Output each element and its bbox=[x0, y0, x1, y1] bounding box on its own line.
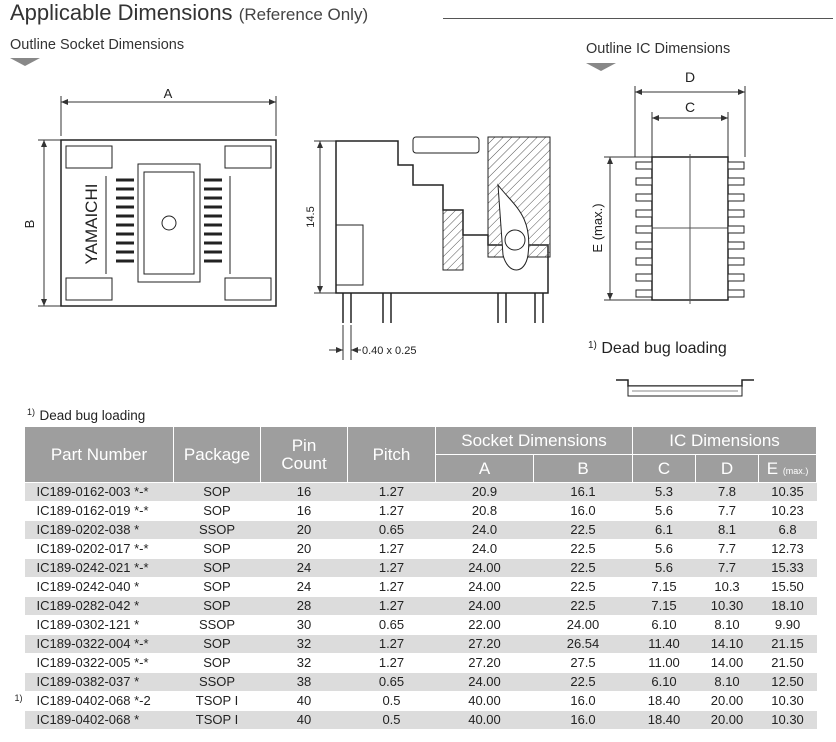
cell-socket-b: 16.0 bbox=[534, 711, 633, 730]
cell-ic-d: 8.1 bbox=[696, 521, 759, 540]
cell-package: SOP bbox=[174, 483, 261, 502]
cell-pin-count: 32 bbox=[261, 635, 348, 654]
cell-part-number bbox=[25, 578, 174, 597]
table-note-label: Dead bug loading bbox=[39, 408, 146, 423]
cell-socket-b: 22.5 bbox=[534, 521, 633, 540]
dim-e-label: E (max.) bbox=[590, 203, 605, 253]
cell-pin-count: 32 bbox=[261, 654, 348, 673]
cell-pin-count: 40 bbox=[261, 692, 348, 711]
cell-socket-a: 24.0 bbox=[436, 521, 534, 540]
table-row bbox=[25, 711, 817, 730]
cell-ic-c: 18.40 bbox=[633, 711, 696, 730]
cell-ic-c: 5.6 bbox=[633, 502, 696, 521]
cell-part-number bbox=[25, 521, 174, 540]
part-number-text: IC189-0202-038 * bbox=[36, 522, 140, 537]
dead-bug-note-marker: 1) bbox=[588, 340, 597, 351]
cell-pin-count: 20 bbox=[261, 521, 348, 540]
cell-part-number bbox=[25, 711, 174, 730]
header-e-letter: E bbox=[766, 458, 779, 478]
cell-ic-c: 6.10 bbox=[633, 616, 696, 635]
cell-ic-e: 12.50 bbox=[759, 673, 817, 692]
cell-ic-d: 20.00 bbox=[696, 711, 759, 730]
cell-ic-d: 10.3 bbox=[696, 578, 759, 597]
part-number-text: IC189-0242-040 * bbox=[36, 579, 140, 594]
cell-package: SOP bbox=[174, 597, 261, 616]
cell-pitch: 1.27 bbox=[348, 578, 436, 597]
socket-section-label: Outline Socket Dimensions bbox=[10, 37, 185, 53]
cell-socket-b: 26.54 bbox=[534, 635, 633, 654]
header-b: B bbox=[534, 455, 633, 483]
header-e bbox=[759, 455, 817, 483]
cell-pin-count: 20 bbox=[261, 540, 348, 559]
cell-ic-d: 7.7 bbox=[696, 502, 759, 521]
ic-section-label: Outline IC Dimensions bbox=[586, 41, 731, 57]
part-number-text: IC189-0202-017 *-* bbox=[36, 541, 149, 556]
cell-pitch: 0.65 bbox=[348, 521, 436, 540]
cell-ic-d: 8.10 bbox=[696, 616, 759, 635]
cell-part-number bbox=[25, 597, 174, 616]
cell-pin-count: 24 bbox=[261, 559, 348, 578]
cell-package: TSOP I bbox=[174, 692, 261, 711]
socket-side-section-diagram bbox=[303, 125, 563, 365]
table-body bbox=[14, 483, 817, 730]
header-e-note: (max.) bbox=[782, 465, 809, 476]
part-number-text: IC189-0162-019 *-* bbox=[36, 503, 149, 518]
cell-ic-d: 14.10 bbox=[696, 635, 759, 654]
cell-socket-b: 24.00 bbox=[534, 616, 633, 635]
cell-ic-d: 7.7 bbox=[696, 540, 759, 559]
title-main: Applicable Dimensions bbox=[10, 0, 233, 25]
cell-part-number bbox=[14, 692, 174, 711]
cell-ic-c: 18.40 bbox=[633, 692, 696, 711]
cell-package: SOP bbox=[174, 654, 261, 673]
cell-pin-count: 30 bbox=[261, 616, 348, 635]
cell-pin-count: 16 bbox=[261, 483, 348, 502]
dead-bug-ic-diagram bbox=[612, 372, 758, 400]
part-number-text: IC189-0322-004 *-* bbox=[36, 636, 149, 651]
cell-package: SSOP bbox=[174, 521, 261, 540]
cell-ic-e: 10.23 bbox=[759, 502, 817, 521]
part-number-text: IC189-0242-021 *-* bbox=[36, 560, 149, 575]
title-divider bbox=[443, 18, 833, 19]
table-row bbox=[25, 635, 817, 654]
table-row bbox=[25, 578, 817, 597]
cell-part-number bbox=[25, 540, 174, 559]
cell-ic-e: 12.73 bbox=[759, 540, 817, 559]
dim-c-label: C bbox=[684, 99, 696, 115]
cell-ic-e: 9.90 bbox=[759, 616, 817, 635]
part-number-text: IC189-0282-042 * bbox=[36, 598, 140, 613]
dead-bug-label: Dead bug loading bbox=[601, 340, 727, 357]
ic-outline-diagram bbox=[590, 62, 760, 307]
table-row bbox=[25, 597, 817, 616]
cell-ic-c: 11.40 bbox=[633, 635, 696, 654]
cell-part-number bbox=[25, 559, 174, 578]
cell-pitch: 1.27 bbox=[348, 483, 436, 502]
cell-pitch: 1.27 bbox=[348, 502, 436, 521]
socket-top-view-diagram bbox=[18, 88, 293, 318]
cell-pin-count: 38 bbox=[261, 673, 348, 692]
cell-part-number bbox=[25, 673, 174, 692]
cell-ic-e: 10.35 bbox=[759, 483, 817, 502]
cell-pin-count: 28 bbox=[261, 597, 348, 616]
table-row bbox=[25, 521, 817, 540]
cell-ic-c: 7.15 bbox=[633, 578, 696, 597]
dim-d-label: D bbox=[684, 69, 696, 85]
cell-ic-d: 14.00 bbox=[696, 654, 759, 673]
table-row bbox=[25, 692, 817, 711]
cell-socket-a: 20.9 bbox=[436, 483, 534, 502]
cell-package: TSOP I bbox=[174, 711, 261, 730]
cell-socket-b: 27.5 bbox=[534, 654, 633, 673]
cell-ic-e: 6.8 bbox=[759, 521, 817, 540]
cell-socket-b: 16.0 bbox=[534, 502, 633, 521]
part-number-text: IC189-0302-121 * bbox=[36, 617, 140, 632]
table-row bbox=[25, 483, 817, 502]
cell-socket-b: 16.0 bbox=[534, 692, 633, 711]
cell-ic-e: 21.50 bbox=[759, 654, 817, 673]
cell-ic-c: 5.6 bbox=[633, 559, 696, 578]
cell-socket-b: 22.5 bbox=[534, 559, 633, 578]
part-number-text: IC189-0162-003 *-* bbox=[36, 484, 149, 499]
cell-pitch: 1.27 bbox=[348, 654, 436, 673]
cell-part-number bbox=[25, 483, 174, 502]
cell-pitch: 1.27 bbox=[348, 597, 436, 616]
header-part-number: Part Number bbox=[25, 427, 174, 483]
table-row bbox=[25, 502, 817, 521]
cell-pin-count: 16 bbox=[261, 502, 348, 521]
cell-socket-a: 24.00 bbox=[436, 559, 534, 578]
cell-socket-a: 24.00 bbox=[436, 597, 534, 616]
cell-part-number bbox=[25, 616, 174, 635]
cell-pitch: 0.5 bbox=[348, 692, 436, 711]
table-row bbox=[25, 654, 817, 673]
cell-package: SSOP bbox=[174, 673, 261, 692]
cell-socket-a: 20.8 bbox=[436, 502, 534, 521]
cell-socket-b: 16.1 bbox=[534, 483, 633, 502]
cell-socket-a: 24.00 bbox=[436, 673, 534, 692]
header-c: C bbox=[633, 455, 696, 483]
pin-dim-label: 0.40 x 0.25 bbox=[362, 345, 417, 357]
header-ic-dimensions: IC Dimensions bbox=[633, 427, 817, 455]
part-number-text: IC189-0382-037 * bbox=[36, 674, 140, 689]
part-number-text: IC189-0402-068 * bbox=[36, 712, 140, 727]
cell-ic-c: 5.6 bbox=[633, 540, 696, 559]
header-d: D bbox=[696, 455, 759, 483]
header-pitch: Pitch bbox=[348, 427, 436, 483]
table-note bbox=[27, 407, 145, 425]
cell-ic-c: 6.1 bbox=[633, 521, 696, 540]
cell-ic-d: 8.10 bbox=[696, 673, 759, 692]
cell-socket-a: 40.00 bbox=[436, 692, 534, 711]
cell-socket-a: 27.20 bbox=[436, 635, 534, 654]
cell-pitch: 0.65 bbox=[348, 616, 436, 635]
cell-socket-a: 22.00 bbox=[436, 616, 534, 635]
cell-pin-count: 40 bbox=[261, 711, 348, 730]
cell-ic-d: 7.8 bbox=[696, 483, 759, 502]
cell-socket-b: 22.5 bbox=[534, 597, 633, 616]
cell-package: SOP bbox=[174, 540, 261, 559]
page-title bbox=[10, 0, 368, 26]
cell-package: SOP bbox=[174, 635, 261, 654]
cell-pitch: 0.65 bbox=[348, 673, 436, 692]
header-pin-count: Pin Count bbox=[261, 427, 348, 483]
dim-height-label: 14.5 bbox=[305, 206, 317, 228]
dim-b-label: B bbox=[22, 219, 37, 229]
cell-package: SOP bbox=[174, 578, 261, 597]
cell-pitch: 0.5 bbox=[348, 711, 436, 730]
table-row bbox=[25, 673, 817, 692]
cell-pin-count: 24 bbox=[261, 578, 348, 597]
cell-package: SOP bbox=[174, 559, 261, 578]
cell-ic-e: 10.30 bbox=[759, 711, 817, 730]
cell-ic-e: 18.10 bbox=[759, 597, 817, 616]
table-note-marker: 1) bbox=[27, 407, 36, 417]
cell-socket-b: 22.5 bbox=[534, 540, 633, 559]
cell-socket-b: 22.5 bbox=[534, 578, 633, 597]
cell-part-number bbox=[25, 635, 174, 654]
dead-bug-caption bbox=[588, 340, 727, 358]
cell-ic-c: 11.00 bbox=[633, 654, 696, 673]
cell-socket-a: 24.0 bbox=[436, 540, 534, 559]
cell-pitch: 1.27 bbox=[348, 540, 436, 559]
cell-ic-c: 6.10 bbox=[633, 673, 696, 692]
part-number-text: IC189-0402-068 *-2 bbox=[36, 693, 151, 708]
table-row bbox=[25, 559, 817, 578]
cell-ic-e: 10.30 bbox=[759, 692, 817, 711]
header-a: A bbox=[436, 455, 534, 483]
title-subtitle: (Reference Only) bbox=[238, 5, 369, 24]
cell-ic-c: 5.3 bbox=[633, 483, 696, 502]
cell-ic-d: 7.7 bbox=[696, 559, 759, 578]
header-package: Package bbox=[174, 427, 261, 483]
brand-logo: YAMAICHI bbox=[82, 183, 101, 265]
cell-ic-d: 20.00 bbox=[696, 692, 759, 711]
table-row bbox=[25, 616, 817, 635]
cell-pitch: 1.27 bbox=[348, 559, 436, 578]
cell-socket-a: 24.00 bbox=[436, 578, 534, 597]
cell-part-number bbox=[25, 502, 174, 521]
cell-package: SSOP bbox=[174, 616, 261, 635]
cell-ic-e: 21.15 bbox=[759, 635, 817, 654]
dim-a-label: A bbox=[163, 88, 173, 101]
row-note-marker: 1) bbox=[14, 693, 23, 703]
cell-pitch: 1.27 bbox=[348, 635, 436, 654]
cell-ic-e: 15.50 bbox=[759, 578, 817, 597]
cell-socket-b: 22.5 bbox=[534, 673, 633, 692]
part-number-text: IC189-0322-005 *-* bbox=[36, 655, 149, 670]
dimensions-table bbox=[14, 426, 816, 730]
header-socket-dimensions: Socket Dimensions bbox=[436, 427, 633, 455]
cell-socket-a: 40.00 bbox=[436, 711, 534, 730]
cell-ic-d: 10.30 bbox=[696, 597, 759, 616]
table-row bbox=[25, 540, 817, 559]
cell-package: SOP bbox=[174, 502, 261, 521]
cell-ic-c: 7.15 bbox=[633, 597, 696, 616]
cell-ic-e: 15.33 bbox=[759, 559, 817, 578]
socket-section-marker-icon bbox=[10, 58, 40, 66]
cell-socket-a: 27.20 bbox=[436, 654, 534, 673]
cell-part-number bbox=[25, 654, 174, 673]
